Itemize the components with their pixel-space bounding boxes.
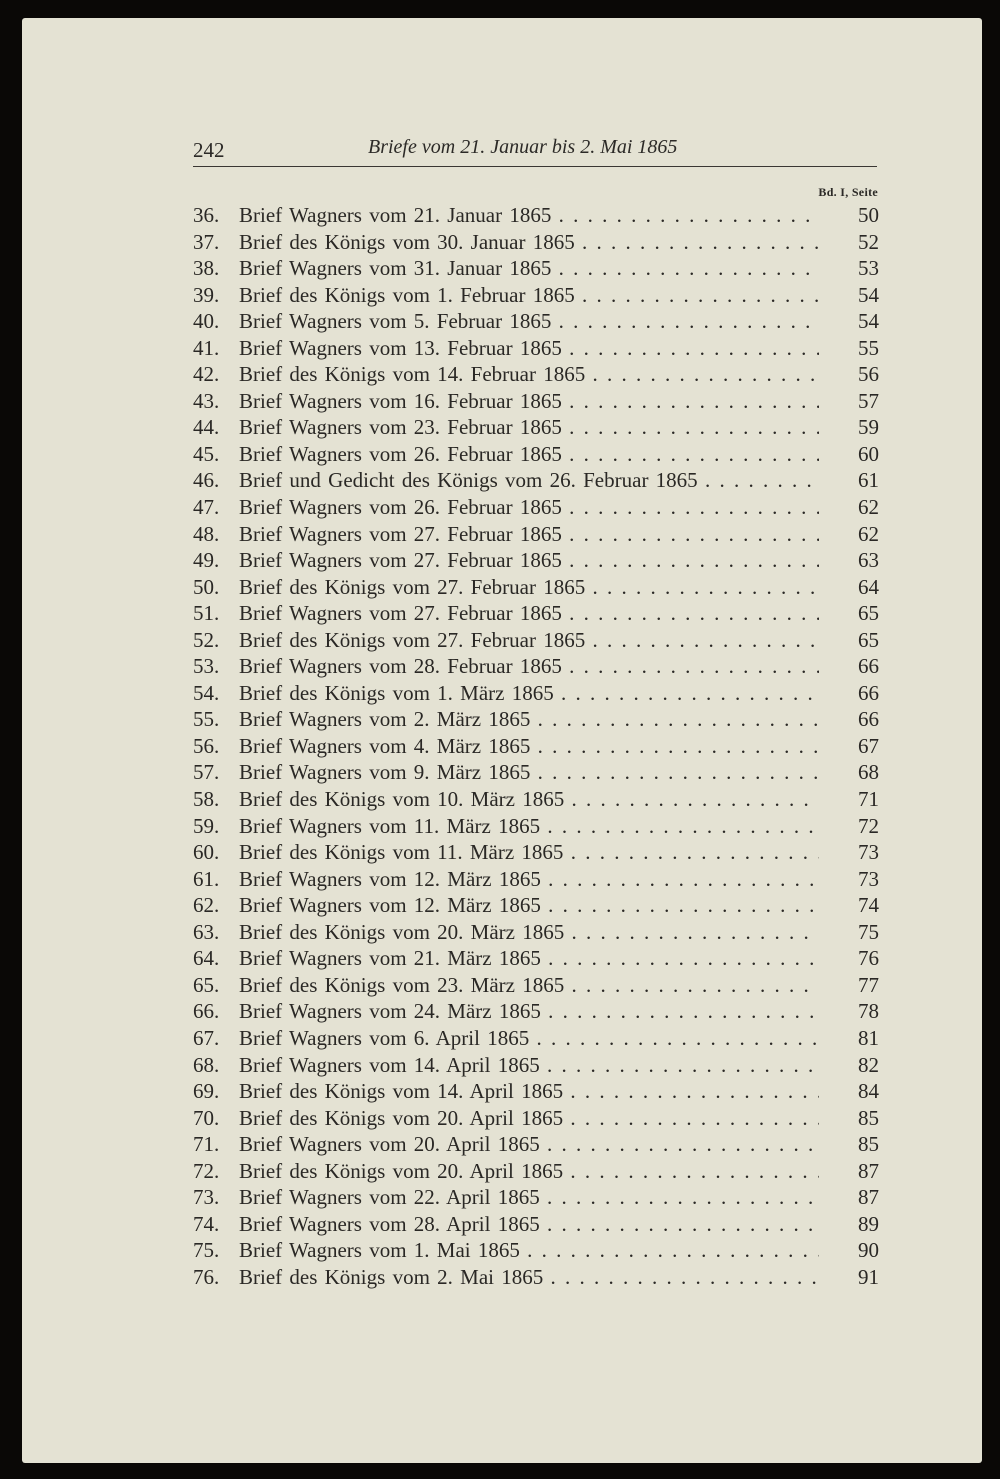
entry-title: Brief Wagners vom 4. März 1865 . . . bbox=[239, 733, 819, 760]
entry-page-number: 52 bbox=[858, 229, 879, 254]
entry-page-number: 62 bbox=[858, 521, 879, 546]
entry-page-number: 71 bbox=[858, 787, 879, 812]
toc-entry bbox=[193, 972, 879, 999]
entry-number: 54. bbox=[193, 680, 220, 705]
entry-title: Brief des Königs vom 1. Februar 1865 . . . bbox=[239, 282, 819, 309]
entry-title: Brief des Königs vom 30. Januar 1865 . . . bbox=[239, 229, 819, 256]
entry-page-number: 59 bbox=[858, 415, 879, 440]
toc-entry bbox=[193, 919, 879, 946]
entry-title: Brief des Königs vom 20. April 1865 . . . bbox=[239, 1105, 819, 1132]
entry-title: Brief Wagners vom 21. März 1865 . . . bbox=[239, 945, 819, 972]
toc-entry bbox=[193, 1025, 879, 1052]
toc-entry bbox=[193, 229, 879, 256]
entry-number: 37. bbox=[193, 229, 220, 254]
column-label: Bd. I, Seite bbox=[818, 185, 878, 199]
entry-page-number: 73 bbox=[858, 866, 879, 891]
entry-page-number: 89 bbox=[858, 1211, 879, 1236]
entry-page-number: 50 bbox=[858, 203, 879, 227]
entry-title: Brief Wagners vom 5. Februar 1865 . . . bbox=[239, 308, 819, 335]
toc-entry bbox=[193, 892, 879, 919]
entry-number: 71. bbox=[193, 1132, 220, 1157]
entry-title: Brief Wagners vom 28. April 1865 . . . bbox=[239, 1211, 819, 1238]
entry-title: Brief Wagners vom 6. April 1865 . . . bbox=[239, 1025, 819, 1052]
toc-entry bbox=[193, 255, 879, 282]
toc-entry bbox=[193, 627, 879, 654]
entry-page-number: 87 bbox=[858, 1158, 879, 1183]
entry-number: 70. bbox=[193, 1105, 220, 1130]
entry-title: Brief Wagners vom 2. März 1865 . . . bbox=[239, 706, 819, 733]
entry-title: Brief Wagners vom 26. Februar 1865 . . . bbox=[239, 494, 819, 521]
entry-number: 64. bbox=[193, 946, 220, 971]
entry-title: Brief Wagners vom 20. April 1865 . . . bbox=[239, 1131, 819, 1158]
entry-page-number: 61 bbox=[858, 468, 879, 493]
entry-number: 69. bbox=[193, 1079, 220, 1104]
entry-number: 55. bbox=[193, 707, 220, 732]
entry-number: 42. bbox=[193, 362, 220, 387]
entry-page-number: 53 bbox=[858, 256, 879, 281]
entry-page-number: 84 bbox=[858, 1079, 879, 1104]
entry-page-number: 63 bbox=[858, 548, 879, 573]
entry-page-number: 75 bbox=[858, 919, 879, 944]
entry-page-number: 90 bbox=[858, 1238, 879, 1263]
entry-number: 51. bbox=[193, 601, 220, 626]
entry-title: Brief des Königs vom 27. Februar 1865 . . . bbox=[239, 627, 819, 654]
toc-entry bbox=[193, 1052, 879, 1079]
entry-page-number: 76 bbox=[858, 946, 879, 971]
entry-number: 38. bbox=[193, 256, 220, 281]
entry-page-number: 66 bbox=[858, 707, 879, 732]
entry-number: 40. bbox=[193, 309, 220, 334]
entry-page-number: 91 bbox=[858, 1264, 879, 1289]
entry-number: 68. bbox=[193, 1052, 220, 1077]
entry-page-number: 66 bbox=[858, 680, 879, 705]
entry-title: Brief des Königs vom 27. Februar 1865 . . . bbox=[239, 574, 819, 601]
toc-entry bbox=[193, 1131, 879, 1158]
entry-number: 72. bbox=[193, 1158, 220, 1183]
toc-entry bbox=[193, 813, 879, 840]
entry-page-number: 74 bbox=[858, 893, 879, 918]
entry-title: Brief Wagners vom 21. Januar 1865 . . . bbox=[239, 202, 819, 229]
entry-number: 53. bbox=[193, 654, 220, 679]
entry-number: 43. bbox=[193, 388, 220, 413]
entry-page-number: 60 bbox=[858, 441, 879, 466]
toc-entry bbox=[193, 467, 879, 494]
entry-number: 75. bbox=[193, 1238, 220, 1263]
entry-title: Brief Wagners vom 24. März 1865 . . . bbox=[239, 998, 819, 1025]
entry-title: Brief Wagners vom 16. Februar 1865 . . . bbox=[239, 388, 819, 415]
entry-number: 56. bbox=[193, 733, 220, 758]
entry-number: 52. bbox=[193, 627, 220, 652]
entry-number: 60. bbox=[193, 840, 220, 865]
entry-number: 41. bbox=[193, 335, 220, 360]
toc-entry bbox=[193, 998, 879, 1025]
entry-number: 65. bbox=[193, 972, 220, 997]
toc-entry bbox=[193, 521, 879, 548]
entry-page-number: 67 bbox=[858, 733, 879, 758]
entry-title: Brief Wagners vom 12. März 1865 . . . bbox=[239, 892, 819, 919]
entry-title: Brief des Königs vom 20. März 1865 . . . bbox=[239, 919, 819, 946]
toc-entry bbox=[193, 680, 879, 707]
entry-page-number: 65 bbox=[858, 601, 879, 626]
entry-page-number: 65 bbox=[858, 627, 879, 652]
entry-page-number: 78 bbox=[858, 999, 879, 1024]
entry-number: 62. bbox=[193, 893, 220, 918]
entry-title: Brief des Königs vom 10. März 1865 . . . bbox=[239, 786, 819, 813]
entry-title: Brief Wagners vom 28. Februar 1865 . . . bbox=[239, 653, 819, 680]
entry-page-number: 87 bbox=[858, 1185, 879, 1210]
entry-number: 46. bbox=[193, 468, 220, 493]
entry-number: 66. bbox=[193, 999, 220, 1024]
entry-title: Brief des Königs vom 11. März 1865 . . . bbox=[239, 839, 819, 866]
toc-entry bbox=[193, 1158, 879, 1185]
entry-title: Brief Wagners vom 27. Februar 1865 . . . bbox=[239, 547, 819, 574]
toc-entry bbox=[193, 1184, 879, 1211]
entry-page-number: 55 bbox=[858, 335, 879, 360]
toc-entry bbox=[193, 866, 879, 893]
table-of-contents bbox=[193, 202, 879, 1290]
entry-number: 50. bbox=[193, 574, 220, 599]
entry-title: Brief Wagners vom 31. Januar 1865 . . . bbox=[239, 255, 819, 282]
entry-page-number: 56 bbox=[858, 362, 879, 387]
toc-entry bbox=[193, 282, 879, 309]
toc-entry bbox=[193, 653, 879, 680]
toc-entry bbox=[193, 1237, 879, 1264]
entry-title: Brief Wagners vom 9. März 1865 . . . bbox=[239, 759, 819, 786]
toc-entry bbox=[193, 335, 879, 362]
entry-title: Brief Wagners vom 26. Februar 1865 . . . bbox=[239, 441, 819, 468]
entry-number: 49. bbox=[193, 548, 220, 573]
entry-number: 45. bbox=[193, 441, 220, 466]
entry-title: Brief Wagners vom 22. April 1865 . . . bbox=[239, 1184, 819, 1211]
entry-number: 73. bbox=[193, 1185, 220, 1210]
entry-title: Brief Wagners vom 14. April 1865 . . . bbox=[239, 1052, 819, 1079]
entry-number: 63. bbox=[193, 919, 220, 944]
entry-title: Brief Wagners vom 11. März 1865 . . . bbox=[239, 813, 819, 840]
toc-entry bbox=[193, 202, 879, 229]
entry-title: Brief Wagners vom 12. März 1865 . . . bbox=[239, 866, 819, 893]
toc-entry bbox=[193, 441, 879, 468]
entry-title: Brief Wagners vom 27. Februar 1865 . . . bbox=[239, 600, 819, 627]
entry-title: Brief und Gedicht des Königs vom 26. Februar 1865 . . . bbox=[239, 467, 819, 494]
entry-page-number: 82 bbox=[858, 1052, 879, 1077]
entry-number: 47. bbox=[193, 495, 220, 520]
toc-entry bbox=[193, 1105, 879, 1132]
entry-title: Brief Wagners vom 27. Februar 1865 . . . bbox=[239, 521, 819, 548]
toc-entry bbox=[193, 574, 879, 601]
page-number: 242 bbox=[193, 138, 225, 162]
entry-number: 48. bbox=[193, 521, 220, 546]
toc-entry bbox=[193, 839, 879, 866]
toc-entry bbox=[193, 600, 879, 627]
entry-number: 36. bbox=[193, 203, 220, 227]
entry-number: 44. bbox=[193, 415, 220, 440]
entry-page-number: 81 bbox=[858, 1025, 879, 1050]
running-title: Briefe vom 21. Januar bis 2. Mai 1865 bbox=[368, 136, 678, 158]
entry-title: Brief Wagners vom 13. Februar 1865 . . . bbox=[239, 335, 819, 362]
entry-number: 67. bbox=[193, 1025, 220, 1050]
toc-entry bbox=[193, 706, 879, 733]
entry-number: 74. bbox=[193, 1211, 220, 1236]
entry-number: 58. bbox=[193, 787, 220, 812]
entry-number: 39. bbox=[193, 282, 220, 307]
entry-page-number: 54 bbox=[858, 282, 879, 307]
entry-page-number: 66 bbox=[858, 654, 879, 679]
toc-entry bbox=[193, 388, 879, 415]
toc-entry bbox=[193, 1264, 879, 1291]
entry-number: 76. bbox=[193, 1264, 220, 1289]
entry-title: Brief des Königs vom 14. Februar 1865 . . . bbox=[239, 361, 819, 388]
entry-page-number: 68 bbox=[858, 760, 879, 785]
toc-entry bbox=[193, 733, 879, 760]
entry-page-number: 54 bbox=[858, 309, 879, 334]
entry-title: Brief des Königs vom 14. April 1865 . . . bbox=[239, 1078, 819, 1105]
entry-page-number: 77 bbox=[858, 972, 879, 997]
entry-title: Brief des Königs vom 1. März 1865 . . . bbox=[239, 680, 819, 707]
entry-title: Brief des Königs vom 2. Mai 1865 . . . bbox=[239, 1264, 819, 1291]
entry-title: Brief des Königs vom 23. März 1865 . . . bbox=[239, 972, 819, 999]
entry-number: 57. bbox=[193, 760, 220, 785]
entry-page-number: 62 bbox=[858, 495, 879, 520]
entry-page-number: 64 bbox=[858, 574, 879, 599]
entry-title: Brief des Königs vom 20. April 1865 . . . bbox=[239, 1158, 819, 1185]
toc-entry bbox=[193, 1211, 879, 1238]
toc-entry bbox=[193, 1078, 879, 1105]
toc-entry bbox=[193, 547, 879, 574]
toc-entry bbox=[193, 361, 879, 388]
entry-page-number: 85 bbox=[858, 1105, 879, 1130]
entry-number: 59. bbox=[193, 813, 220, 838]
toc-entry bbox=[193, 786, 879, 813]
entry-number: 61. bbox=[193, 866, 220, 891]
entry-page-number: 85 bbox=[858, 1132, 879, 1157]
running-header bbox=[193, 136, 877, 167]
toc-entry bbox=[193, 308, 879, 335]
toc-entry bbox=[193, 414, 879, 441]
entry-title: Brief Wagners vom 1. Mai 1865 . . . bbox=[239, 1237, 819, 1264]
entry-page-number: 73 bbox=[858, 840, 879, 865]
toc-entry bbox=[193, 945, 879, 972]
entry-page-number: 72 bbox=[858, 813, 879, 838]
toc-entry bbox=[193, 759, 879, 786]
entry-page-number: 57 bbox=[858, 388, 879, 413]
toc-entry bbox=[193, 494, 879, 521]
entry-title: Brief Wagners vom 23. Februar 1865 . . . bbox=[239, 414, 819, 441]
